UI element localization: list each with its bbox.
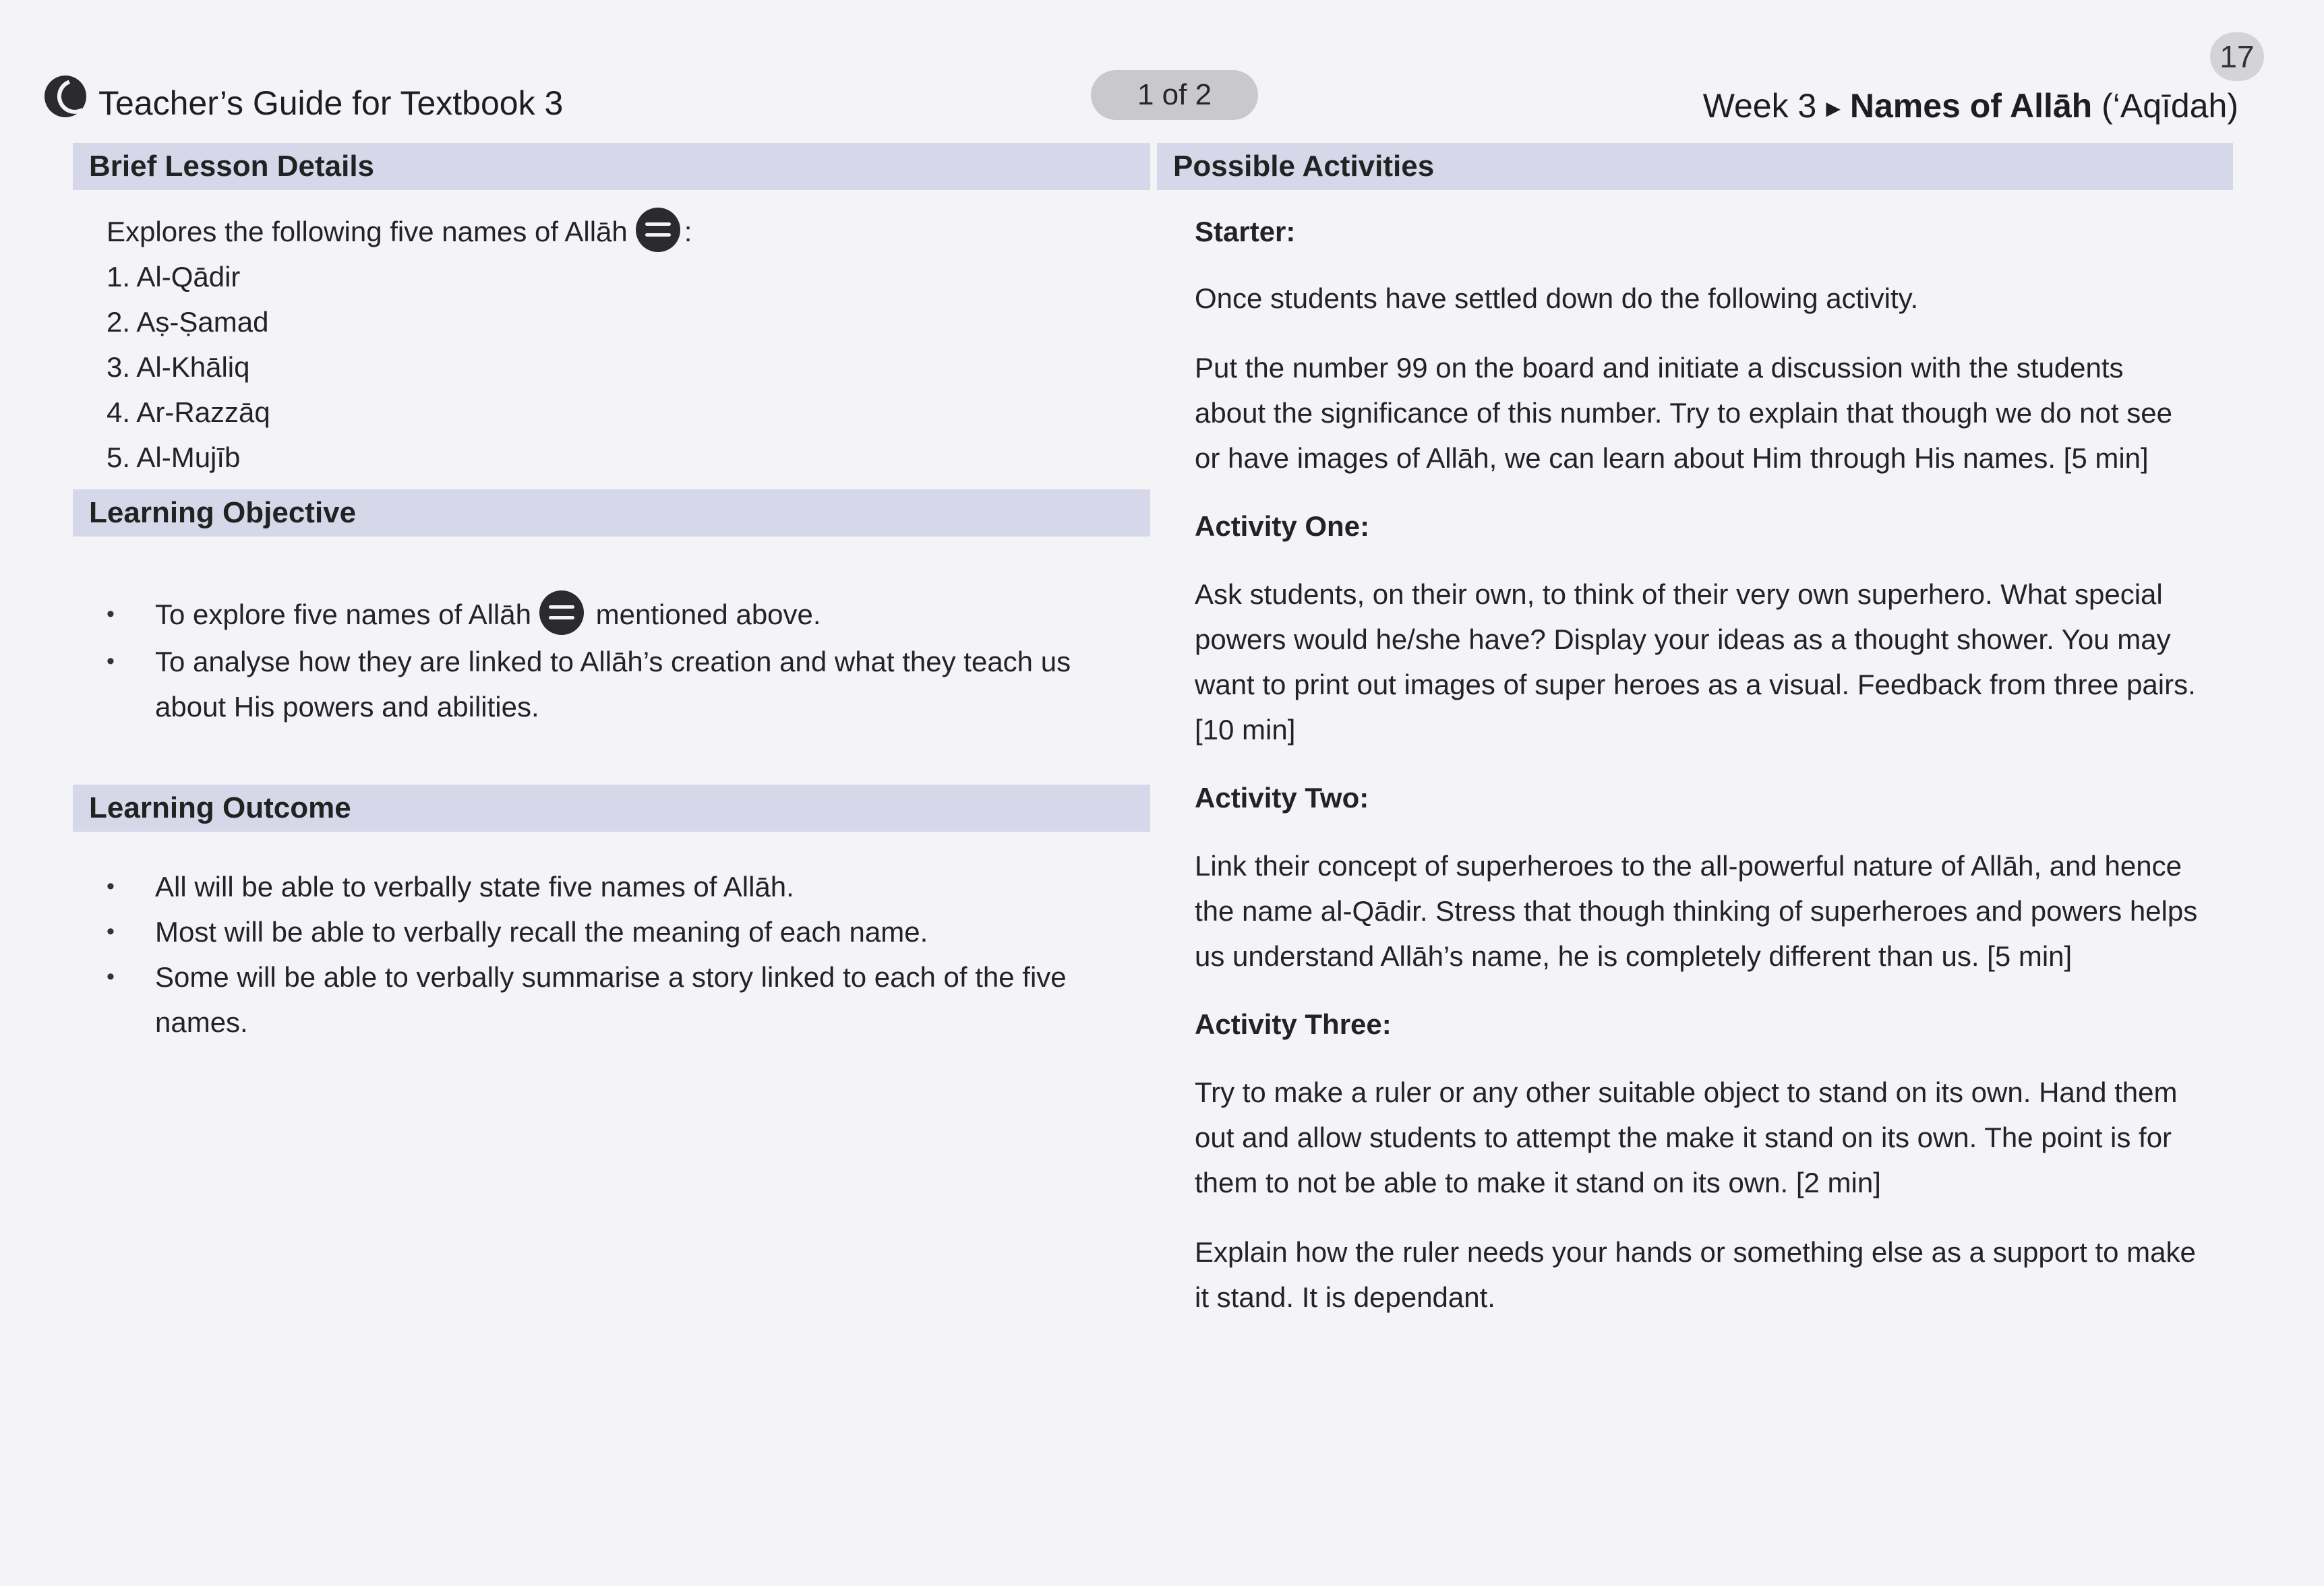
activity-one-title: Activity One: xyxy=(1195,510,1370,542)
list-item: 5. Al-Mujīb xyxy=(107,441,241,473)
activity-three-paragraph-2: Explain how the ruler needs your hands or something else as a support to make it stand. It is dependant. xyxy=(1195,1236,2196,1313)
brief-lesson-heading: Brief Lesson Details xyxy=(73,143,1150,190)
activity-two-paragraph: Link their concept of superheroes to the all-powerful nature of Allāh, and hence the name al-Qādir. Stress that though thinking of superheroes and powers helps us understand Allāh’s name, he is completely different than us. [5 min] xyxy=(1195,850,2198,972)
starter-title: Starter: xyxy=(1195,216,1296,247)
list-item xyxy=(107,592,1123,639)
page-header xyxy=(40,74,2238,135)
publisher-logo-icon xyxy=(44,75,86,117)
week-breadcrumb xyxy=(1703,86,2238,125)
honorific-emblem-icon xyxy=(636,208,680,252)
list-item: 2. Aṣ-Ṣamad xyxy=(107,306,269,338)
learning-outcome-heading: Learning Outcome xyxy=(73,785,1150,832)
list-item: • To analyse how they are linked to Allāh’s creation and what they teach us about His powers and abilities. xyxy=(107,639,1123,729)
names-list xyxy=(107,254,1150,480)
objective-item-text-end: mentioned above. xyxy=(587,599,821,630)
activity-two-title: Activity Two: xyxy=(1195,782,1369,814)
guide-title: Teacher’s Guide for Textbook 3 xyxy=(98,84,564,122)
chevron-right-icon: ▶ xyxy=(1826,98,1841,119)
learning-objective-heading: Learning Objective xyxy=(73,489,1150,537)
list-item: • All will be able to verbally state five names of Allāh. xyxy=(107,864,1123,909)
possible-activities-heading: Possible Activities xyxy=(1157,143,2233,190)
objective-item-text: To explore five names of Allāh xyxy=(155,599,531,630)
activities-body xyxy=(1157,209,2233,1320)
list-item: 1. Al-Qādir xyxy=(107,261,241,293)
list-item: • Some will be able to verbally summarise a story linked to each of the five names. xyxy=(107,954,1123,1045)
topic-title: Names of Allāh xyxy=(1849,87,2093,125)
left-column xyxy=(73,143,1150,1518)
activity-three-title: Activity Three: xyxy=(1195,1008,1392,1040)
list-item: • Most will be able to verbally recall the meaning of each name. xyxy=(107,909,1123,954)
week-label: Week 3 xyxy=(1702,87,1817,125)
objective-list xyxy=(73,592,1150,729)
starter-paragraph-2: Put the number 99 on the board and initiate a discussion with the students about the significance of this number. Try to explain that though we do not see or have images of Allāh, we can learn about Him through His names. [5 min] xyxy=(1195,352,2172,474)
right-column xyxy=(1157,143,2233,1518)
list-item: 4. Ar-Razzāq xyxy=(107,396,270,428)
brief-intro-colon: : xyxy=(684,216,692,247)
topic-suffix: (‘Aqīdah) xyxy=(2092,87,2238,125)
outcome-list xyxy=(73,864,1150,1045)
page-indicator: 1 of 2 xyxy=(1091,70,1258,120)
list-item: 3. Al-Khāliq xyxy=(107,351,250,383)
page-number: 17 xyxy=(2210,32,2264,81)
brief-intro xyxy=(107,209,1150,254)
brief-intro-text: Explores the following five names of Allāh xyxy=(107,216,628,247)
starter-paragraph-1: Once students have settled down do the following activity. xyxy=(1195,282,1919,314)
honorific-emblem-icon xyxy=(539,590,584,635)
brief-lesson-body xyxy=(73,190,1150,480)
activity-three-paragraph-1: Try to make a ruler or any other suitable object to stand on its own. Hand them out and allow students to attempt the make it stand on its own. The point is for them to not be able to make it stand on its own. [2 min] xyxy=(1195,1076,2178,1198)
activity-one-paragraph: Ask students, on their own, to think of their very own superhero. What special powers would he/she have? Display your ideas as a thought shower. You may want to print out images of super heroes as a visual. Feedback from three pairs. [10 min] xyxy=(1195,578,2196,745)
